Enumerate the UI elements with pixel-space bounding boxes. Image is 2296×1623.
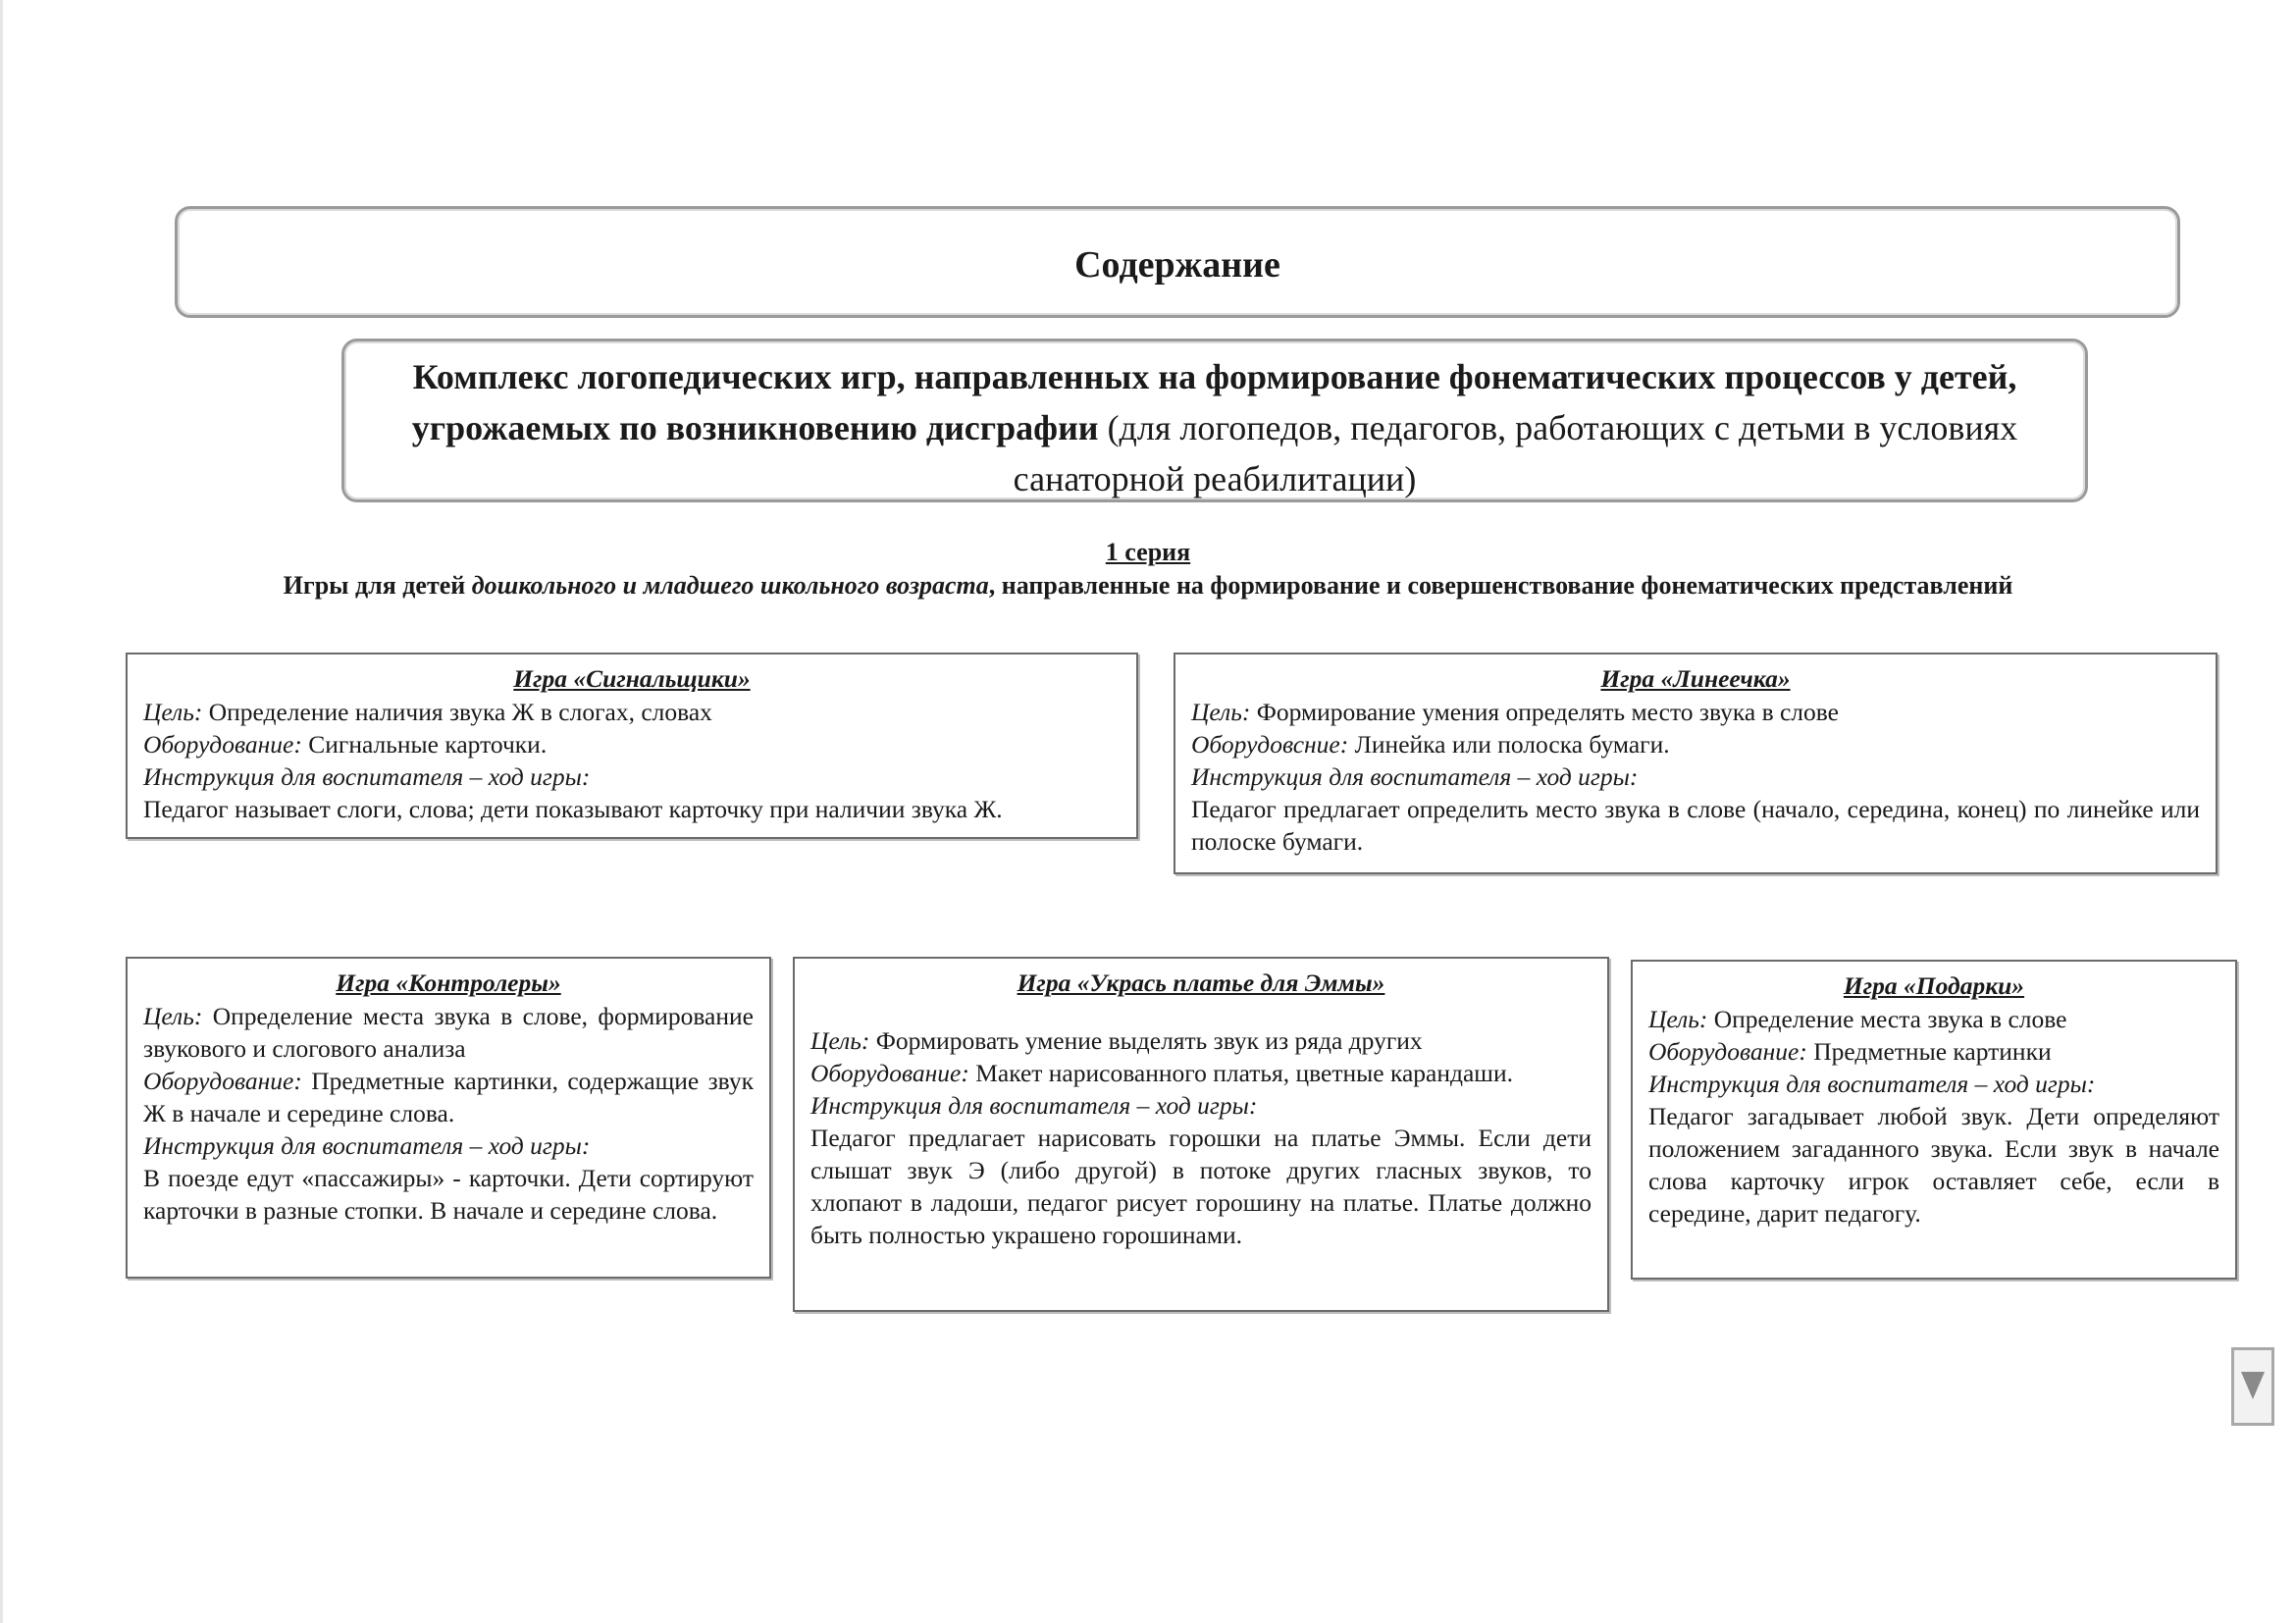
card-equipment xyxy=(143,728,1121,760)
instruction-label: Инструкция для воспитателя – ход игры: xyxy=(1648,1070,2096,1098)
series-description xyxy=(0,571,2296,601)
instruction-label: Инструкция для воспитателя – ход игры: xyxy=(143,762,591,791)
subtitle-bold: Комплекс логопедических игр, направленных на формирование фонематических процессов у детей, угрожаемых по возникновению дисграфии xyxy=(411,357,2017,447)
equipment-text: Сигнальные карточки. xyxy=(301,730,548,759)
equipment-label: Оборудование: xyxy=(1648,1037,1807,1066)
game-card-signal xyxy=(126,653,1138,839)
subtitle-box xyxy=(341,339,2088,502)
subtitle-text xyxy=(374,351,2056,504)
goal-text: Определение места звука в слове xyxy=(1707,1005,2067,1033)
card-equipment xyxy=(143,1065,754,1129)
card-goal xyxy=(1191,696,2200,728)
instruction-label: Инструкция для воспитателя – ход игры: xyxy=(810,1091,1258,1120)
card-title: Игра «Контролеры» xyxy=(336,969,561,997)
card-equipment xyxy=(1648,1035,2219,1068)
game-card-dress xyxy=(793,957,1609,1312)
series-label: 1 серия xyxy=(1105,538,1191,566)
equipment-label: Оборудование: xyxy=(810,1059,969,1087)
card-goal xyxy=(1648,1003,2219,1035)
instruction-label: Инструкция для воспитателя – ход игры: xyxy=(1191,762,1639,791)
equipment-text: Предметные картинки xyxy=(1806,1037,2052,1066)
goal-label: Цель: xyxy=(1191,698,1251,726)
goal-text: Формирование умения определять место звука в слове xyxy=(1250,698,1839,726)
card-goal xyxy=(143,696,1121,728)
goal-text: Формировать умение выделять звук из ряда других xyxy=(869,1026,1423,1055)
game-card-ruler xyxy=(1174,653,2218,874)
equipment-label: Оборудование: xyxy=(143,730,302,759)
instruction-label: Инструкция для воспитателя – ход игры: xyxy=(143,1131,591,1160)
series-desc-suffix: , направленные на формирование и совершенствование фонематических представлений xyxy=(988,571,2013,600)
card-title: Игра «Линеечка» xyxy=(1600,664,1791,693)
title-box xyxy=(175,206,2180,318)
card-equipment xyxy=(810,1057,1592,1089)
page-edge xyxy=(0,0,3,1623)
instruction-text: В поезде едут «пассажиры» - карточки. Дети сортируют карточки в разные стопки. В начале и середине слова. xyxy=(143,1164,754,1225)
equipment-text: Предметные картинки, содержащие звук Ж в начале и середине слова. xyxy=(143,1067,754,1127)
game-card-gifts xyxy=(1631,960,2237,1280)
goal-label: Цель: xyxy=(1648,1005,1708,1033)
equipment-text: Линейка или полоска бумаги. xyxy=(1348,730,1670,759)
goal-label: Цель: xyxy=(143,698,203,726)
triangle-down-icon xyxy=(2241,1372,2265,1399)
equipment-text: Макет нарисованного платья, цветные карандаши. xyxy=(968,1059,1513,1087)
goal-label: Цель: xyxy=(143,1002,203,1030)
card-equipment xyxy=(1191,728,2200,760)
subtitle-normal: (для логопедов, педагогов, работающих с детьми в условиях санаторной реабилитации) xyxy=(1013,408,2018,498)
game-card-control xyxy=(126,957,771,1279)
equipment-label: Оборудование: xyxy=(143,1067,302,1095)
card-title: Игра «Сигнальщики» xyxy=(513,664,751,693)
card-goal xyxy=(810,1024,1592,1057)
goal-text: Определение наличия звука Ж в слогах, словах xyxy=(202,698,712,726)
series-desc-italic: дошкольного и младшего школьного возраста xyxy=(471,571,989,600)
instruction-text: Педагог называет слоги, слова; дети показывают карточку при наличии звука Ж. xyxy=(143,795,1003,823)
page-title: Содержание xyxy=(1074,244,1280,286)
series-desc-prefix: Игры для детей xyxy=(283,571,472,600)
card-goal xyxy=(143,1000,754,1065)
card-title: Игра «Подарки» xyxy=(1843,971,2025,1000)
instruction-text: Педагог предлагает определить место звука в слове (начало, середина, конец) по линейке или полоске бумаги. xyxy=(1191,795,2200,856)
equipment-label: Оборудовсние: xyxy=(1191,730,1349,759)
instruction-text: Педагог загадывает любой звук. Дети определяют положением загаданного звука. Если звук в начале слова карточку игрок оставляет себе, если в середине, дарит педагогу. xyxy=(1648,1102,2219,1228)
goal-text: Определение места звука в слове, формирование звукового и слогового анализа xyxy=(143,1002,754,1063)
goal-label: Цель: xyxy=(810,1026,870,1055)
card-title: Игра «Укрась платье для Эммы» xyxy=(1017,969,1385,997)
scroll-down-button[interactable] xyxy=(2231,1347,2274,1426)
instruction-text: Педагог предлагает нарисовать горошки на платье Эммы. Если дети слышат звук Э (либо другой) в потоке других гласных звуков, то хлопают в ладоши, педагог рисует горошину на платье. Платье должно быть полностью украшено горошинами. xyxy=(810,1124,1592,1249)
